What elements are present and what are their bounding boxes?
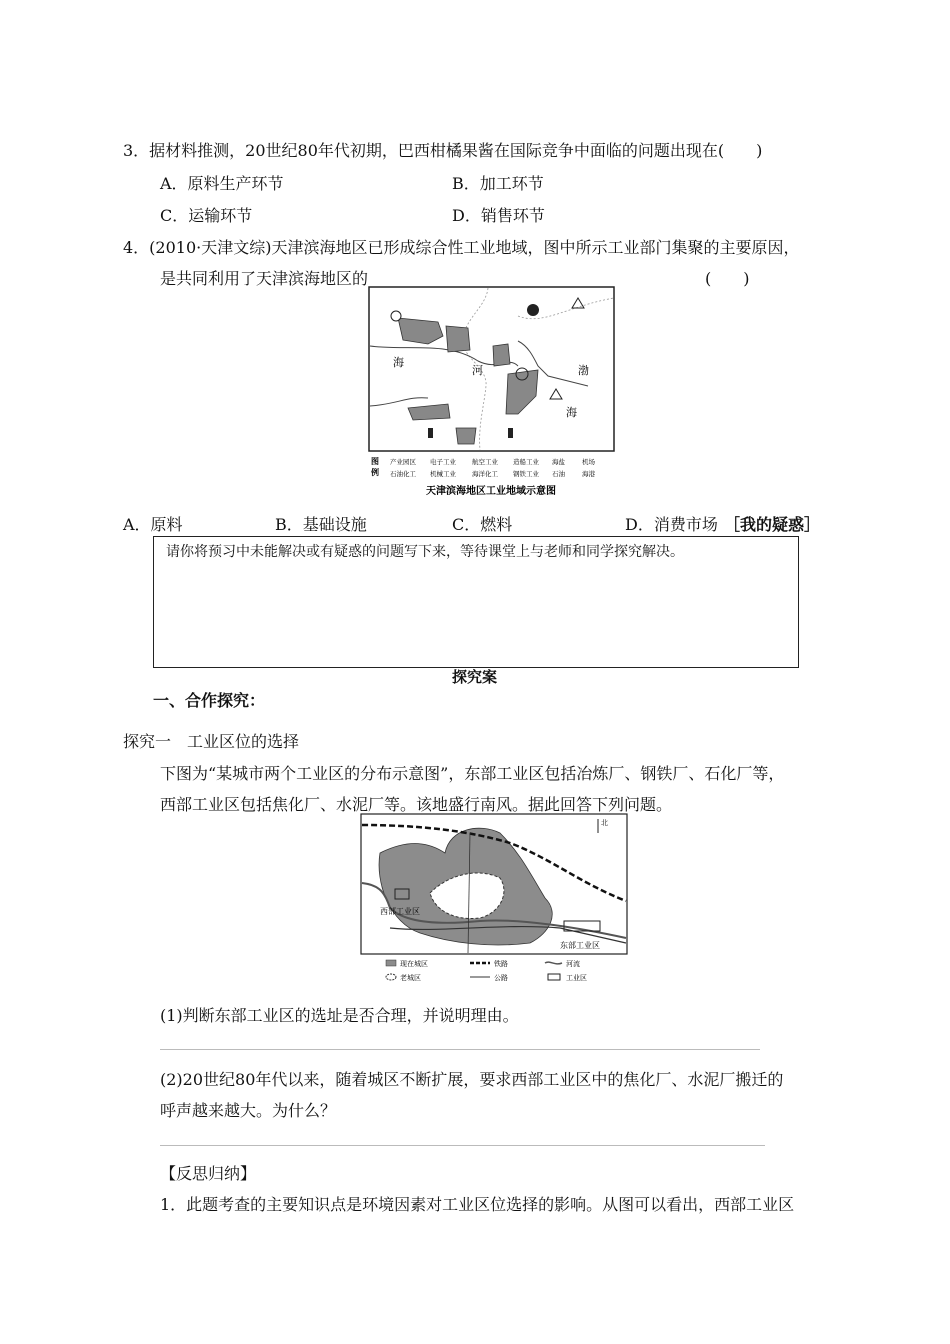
legend-item: 海盐 <box>552 458 565 466</box>
answer-line-2[interactable] <box>160 1145 765 1146</box>
reflect-title: 【反思归纳】 <box>160 1164 257 1183</box>
explore1-para-line1: 下图为“某城市两个工业区的分布示意图”，东部工业区包括冶炼厂、钢铁厂、石化厂等， <box>160 764 785 783</box>
west-industrial-label: 西部工业区 <box>380 907 420 916</box>
explore-case-title: 探究案 <box>452 668 498 686</box>
section-title: 一、合作探究： <box>153 691 266 710</box>
legend-item: 机场 <box>582 458 595 466</box>
explore1-title: 探究一 工业区位的选择 <box>123 732 300 751</box>
explore1-q2-line2: 呼声越来越大。为什么？ <box>160 1101 337 1120</box>
q4-answer-paren: ( ) <box>705 269 750 288</box>
answer-line-1[interactable] <box>160 1049 760 1050</box>
doubt-prompt: 请你将预习中未能解决或有疑惑的问题写下来，等待课堂上与老师和同学探究解决。 <box>166 544 684 560</box>
q3-option-a: A．原料生产环节 <box>160 174 284 193</box>
doubt-box[interactable] <box>153 536 799 668</box>
city-map <box>360 813 628 985</box>
legend-item: 石油化工 <box>390 470 416 478</box>
industrial-park-3 <box>493 344 510 366</box>
legend-item: 造船工业 <box>513 458 539 466</box>
legend-river: 河流 <box>566 960 580 968</box>
oil-icon-2 <box>508 428 513 438</box>
map-caption: 天津滨海地区工业地域示意图 <box>426 486 556 497</box>
q3-option-d: D．销售环节 <box>452 206 545 225</box>
map-label-hai-2: 海 <box>566 406 577 419</box>
legend-item: 海洋化工 <box>472 470 498 478</box>
q3-option-b: B．加工环节 <box>452 174 544 193</box>
industrial-park-2 <box>446 326 470 352</box>
north-label: 北 <box>601 819 608 827</box>
q3-option-c: C．运输环节 <box>160 206 253 225</box>
tianjin-map-figure <box>368 286 615 502</box>
legend-item: 机械工业 <box>430 470 456 478</box>
q4-option-c: C．燃料 <box>452 515 513 534</box>
q4-option-a: A．原料 <box>123 515 183 534</box>
legend-highway: 公路 <box>494 974 508 982</box>
industrial-park-6 <box>456 428 476 444</box>
legend-industrial: 工业区 <box>566 974 587 982</box>
tianjin-map <box>368 286 615 502</box>
reflect-line1: 1．此题考查的主要知识点是环境因素对工业区位选择的影响。从图可以看出，西部工业区 <box>160 1195 795 1214</box>
q4-stem-line2: 是共同利用了天津滨海地区的 <box>160 269 369 288</box>
legend-railway: 铁路 <box>494 960 508 968</box>
map-label-bo: 渤 <box>578 364 589 377</box>
legend-item: 海港 <box>582 470 595 478</box>
petrochemical-icon <box>527 304 539 316</box>
east-industrial-label: 东部工业区 <box>560 941 600 950</box>
legend-item: 航空工业 <box>472 458 498 466</box>
map-label-hai: 海 <box>393 356 404 369</box>
legend-item: 石油 <box>552 470 565 478</box>
legend-item: 产业园区 <box>390 458 416 466</box>
legend-old-city: 老城区 <box>400 974 421 982</box>
legend-item: 钢铁工业 <box>513 470 539 478</box>
explore1-q1: (1)判断东部工业区的选址是否合理，并说明理由。 <box>160 1006 519 1025</box>
explore1-para-line2: 西部工业区包括焦化厂、水泥厂等。该地盛行南风。据此回答下列问题。 <box>160 795 673 814</box>
legend-head-1: 图 <box>371 457 379 466</box>
legend-head-2: 例 <box>371 468 379 477</box>
q4-option-b: B．基础设施 <box>275 515 367 534</box>
explore1-q2-line1: (2)20世纪80年代以来，随着城区不断扩展，要求西部工业区中的焦化厂、水泥厂搬迁的 <box>160 1070 784 1089</box>
airport-icon <box>391 311 401 321</box>
oil-icon <box>428 428 433 438</box>
q4-stem-line1: 4．(2010·天津文综)天津滨海地区已形成综合性工业地域，图中所示工业部门集聚的主要原因， <box>123 238 800 257</box>
legend-current-city: 现在城区 <box>400 960 428 968</box>
legend-item: 电子工业 <box>430 458 456 466</box>
city-map-figure <box>360 813 628 985</box>
map-label-he: 河 <box>472 364 483 377</box>
q3-stem: 3．据材料推测，20世纪80年代初期，巴西柑橘果酱在国际竞争中面临的问题出现在( ) <box>123 141 763 160</box>
q4-option-d: D．消费市场 <box>625 515 718 534</box>
doubt-title: ［我的疑惑］ <box>724 515 821 534</box>
